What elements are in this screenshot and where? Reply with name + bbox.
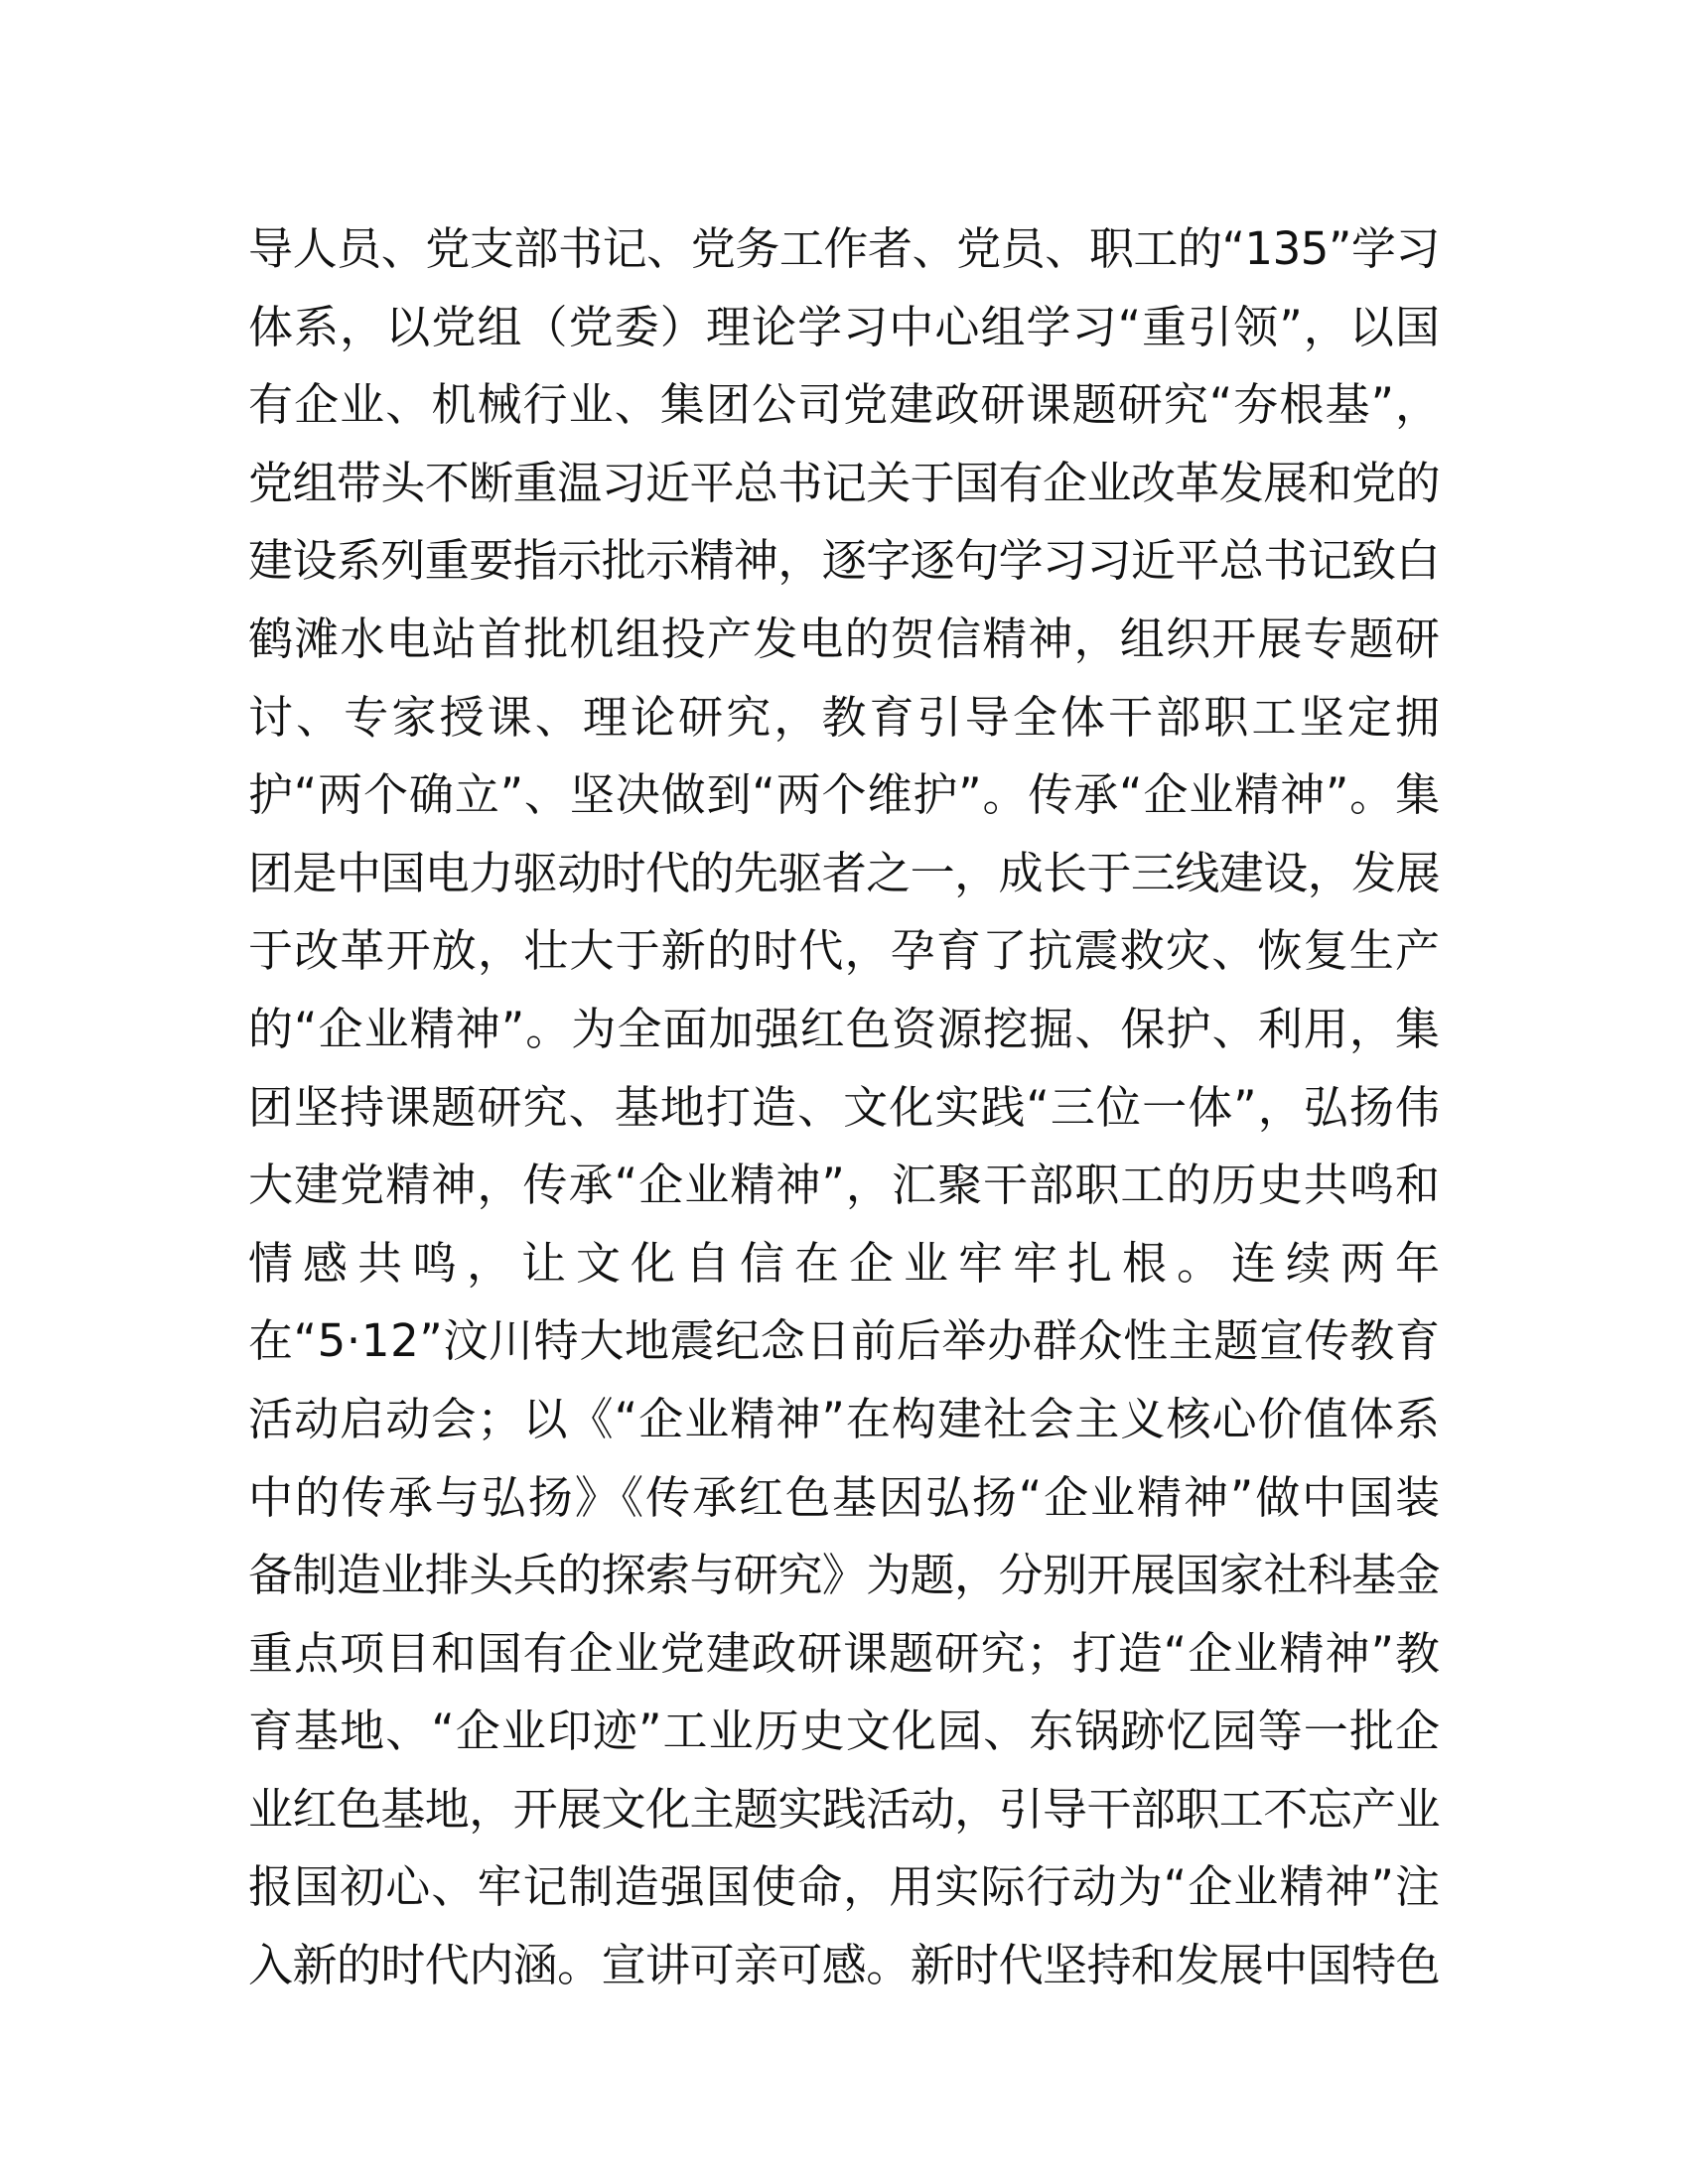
text-line: 育基地、“企业印迹”工业历史文化园、东锅跡忆园等一批企 [248,1705,1442,1758]
text-line: 情感共鸣，让文化自信在企业牢牢扎根。连续两年 [248,1236,1451,1290]
text-line: 入新的时代内涵。宣讲可亲可感。新时代坚持和发展中国特色 [248,1939,1440,1992]
text-line: 大建党精神，传承“企业精神”，汇聚干部职工的历史共鸣和 [248,1159,1442,1212]
text-line: 讨、专家授课、理论研究，教育引导全体干部职工坚定拥 [248,690,1444,744]
text-line: 活动启动会；以《“企业精神”在构建社会主义核心价值体系 [248,1392,1442,1445]
text-line: 护“两个确立”、坚决做到“两个维护”。传承“企业精神”。集 [248,768,1441,822]
text-line: 导人员、党支部书记、党务工作者、党员、职工的“135”学习 [248,222,1440,275]
text-line: 在“5·12”汶川特大地震纪念日前后举办群众性主题宣传教育 [248,1314,1441,1368]
text-line: 重点项目和国有企业党建政研课题研究；打造“企业精神”教 [248,1626,1442,1680]
text-line: 团坚持课题研究、基地打造、文化实践“三位一体”，弘扬伟 [248,1080,1442,1134]
body-paragraph [248,210,1451,2005]
text-line: 于改革开放，壮大于新的时代，孕育了抗震救灾、恢复生产 [248,924,1442,978]
text-line: 报国初心、牢记制造强国使命，用实际行动为“企业精神”注 [248,1860,1442,1914]
text-line: 的“企业精神”。为全面加强红色资源挖掘、保护、利用，集 [248,1002,1442,1055]
text-line: 体系，以党组（党委）理论学习中心组学习“重引领”，以国 [248,300,1442,353]
text-line: 鹤滩水电站首批机组投产发电的贺信精神，组织开展专题研 [248,612,1442,665]
text-line: 备制造业排头兵的探索与研究》为题，分别开展国家社科基金 [248,1549,1440,1602]
text-line: 建设系列重要指示批示精神，逐字逐句学习习近平总书记致白 [248,534,1440,588]
text-line: 党组带头不断重温习近平总书记关于国有企业改革发展和党的 [248,456,1440,509]
text-line: 团是中国电力驱动时代的先驱者之一，成长于三线建设，发展 [248,846,1440,899]
text-line: 业红色基地，开展文化主题实践活动，引导干部职工不忘产业 [248,1782,1440,1836]
text-line: 有企业、机械行业、集团公司党建政研课题研究“夯根基”， [248,378,1442,432]
text-line: 中的传承与弘扬》《传承红色基因弘扬“企业精神”做中国装 [248,1470,1443,1524]
